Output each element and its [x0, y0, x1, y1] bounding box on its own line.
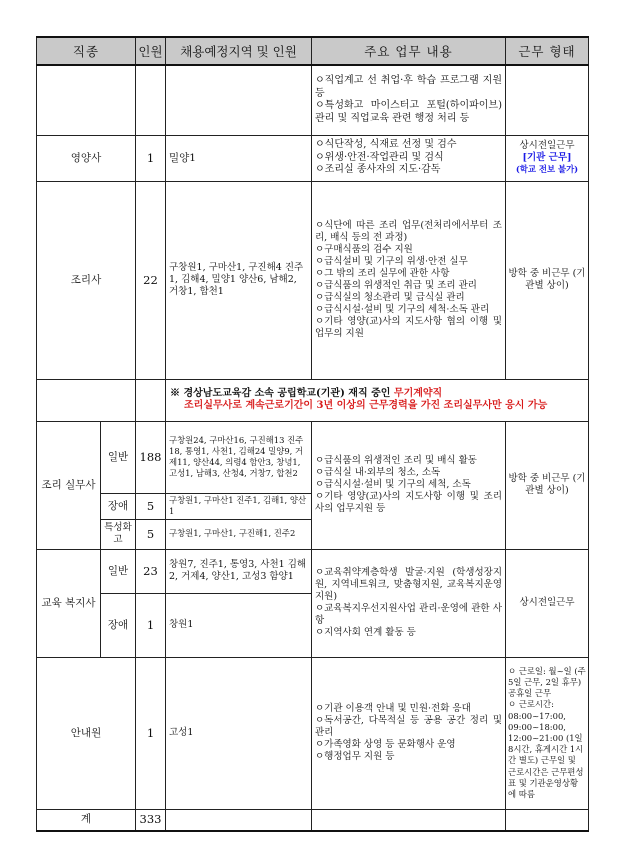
- duties-cell: [312, 657, 506, 809]
- duty-item: ㅇ특성화고 마이스터고 포털(하이파이브)관리 및 직업교육 관련 행정 처리 등: [315, 100, 502, 124]
- recruitment-table-wrapper: [36, 36, 588, 832]
- header-duties: 주요 업무 내용: [312, 37, 506, 65]
- job-name: 교육 복지사: [37, 549, 101, 657]
- duty-item: ㅇ급식실의 청소관리 및 급식실 관리: [315, 292, 465, 303]
- sub-type: 특성화고: [101, 519, 136, 549]
- note-red-2: 조리실무사로 계속근로기간이 3년 이상의 근무경력을 가진 조리실무사만 응시 가능: [184, 400, 548, 411]
- duty-item: ㅇ급식시설·설비 및 기구의 세척·소독 관리: [315, 304, 490, 315]
- work-note-no-transfer: (학교 전보 불가): [515, 164, 579, 175]
- job-name: 영양사: [37, 135, 136, 181]
- region-cell: 고성1: [166, 657, 312, 809]
- headcount: 1: [136, 135, 166, 181]
- duty-item: ㅇ가족영화 상영 등 문화행사 운영: [315, 739, 456, 750]
- work-days: ㅇ 근로일: 월~일 (주5일 근무, 2일 휴무) 공휴일 근무: [508, 665, 586, 699]
- job-name: 조리 실무사: [37, 421, 101, 549]
- work-hours: ㅇ 근로시간: 08:00~17:00, 09:00~18:00, 12:00~21:00 (1일 8시간, 휴게시간 1시간 별도) 근무일 및 근로시간은 근무편성표 및 기관운영상황에 따름: [508, 699, 584, 800]
- work-note-institution: [기관 근무]: [522, 152, 572, 164]
- headcount: 5: [136, 493, 166, 519]
- sub-type: 장애: [101, 593, 136, 657]
- duty-item: ㅇ급식품의 위생적인 취급 및 조리 관리: [315, 280, 477, 291]
- region-cell: 구창원1, 구마산1, 구진해1, 진주2: [166, 519, 312, 549]
- region-cell: 창원7, 진주1, 통영3, 사천1 김해2, 거제4, 양산1, 고성3 함양1: [166, 549, 312, 593]
- region-cell: 구창원24, 구마산16, 구진해13 진주18, 통영1, 사천1, 김해24 밀양9, 거제11, 양산44, 의령4 함안3, 창녕1, 고성1, 남해3, 산청4, 거창7, 합천2: [166, 421, 312, 493]
- duties-cell: [312, 421, 506, 549]
- table-row-continuation: [37, 65, 589, 135]
- sub-type: 장애: [101, 493, 136, 519]
- sub-type: 일반: [101, 421, 136, 493]
- header-region: 채용예정지역 및 인원: [166, 37, 312, 65]
- header-work-type: 근무 형태: [506, 37, 589, 65]
- table-row-cook: [37, 181, 589, 379]
- headcount: 5: [136, 519, 166, 549]
- duty-item: ㅇ식단에 따른 조리 업무(전처리에서부터 조리, 배식 등의 전 과정): [315, 220, 502, 243]
- job-name: 안내원: [37, 657, 136, 809]
- table-row-guide: [37, 657, 589, 809]
- work-type-cell: [506, 657, 589, 809]
- duty-item: ㅇ기관 이용객 안내 및 민원·전화 응대: [315, 703, 471, 714]
- headcount: 22: [136, 181, 166, 379]
- duty-item: ㅇ위생·안전·작업관리 및 검식: [315, 151, 444, 163]
- duty-item: ㅇ구매식품의 검수 지원: [315, 244, 413, 255]
- region-cell: 창원1: [166, 593, 312, 657]
- duties-cell: [312, 181, 506, 379]
- duty-item: ㅇ급식설비 및 기구의 위생·안전 실무: [315, 256, 468, 267]
- region-cell: 밀양1: [166, 135, 312, 181]
- duty-item: ㅇ교육복지우선지원사업 관리·운영에 관한 사항: [315, 603, 502, 626]
- table-row-cook-assistant-general: [37, 421, 589, 493]
- duty-item: ㅇ지역사회 연계 활동 등: [315, 627, 416, 638]
- header-row: [37, 37, 589, 65]
- eligibility-note: [166, 379, 589, 421]
- total-label: 계: [37, 809, 136, 831]
- duty-item: ㅇ기타 영양(교)사의 지도사항 협의 이행 및 업무의 지원: [315, 316, 502, 339]
- work-type: 상시전일근무: [519, 140, 575, 152]
- headcount: 23: [136, 549, 166, 593]
- table-row-total: [37, 809, 589, 831]
- header-job: 직종: [37, 37, 136, 65]
- duty-item: ㅇ조리실 종사자의 지도·감독: [315, 164, 441, 176]
- region-cell: 구창원1, 구마산1, 구진해4 진주1, 김해4, 밀양1 양산6, 남해2, 거창1, 합천1: [166, 181, 312, 379]
- headcount: 1: [136, 593, 166, 657]
- duty-item: ㅇ급식실 내·외부의 청소, 소독: [315, 467, 441, 478]
- work-type-cell: 방학 중 비근무 (기관별 상이): [506, 181, 589, 379]
- table-row-nutritionist: [37, 135, 589, 181]
- header-count: 인원: [136, 37, 166, 65]
- duty-item: ㅇ기타 영양(교)사의 지도사항 이행 및 조리사의 업무지원 등: [315, 491, 502, 514]
- duty-item: ㅇ행정업무 지원 등: [315, 751, 395, 762]
- work-type-cell: 상시전일근무: [506, 549, 589, 657]
- duty-item: ㅇ그 밖의 조리 실무에 관한 사항: [315, 268, 450, 279]
- duties-cell: [312, 135, 506, 181]
- duty-item: ㅇ급식품의 위생적인 조리 및 배식 활동: [315, 455, 477, 466]
- region-cell: 구창원1, 구마산1 진주1, 김해1, 양산1: [166, 493, 312, 519]
- duties-cell: [312, 549, 506, 657]
- work-type-cell: [506, 135, 589, 181]
- note-red-1: 무기계약직: [393, 387, 443, 399]
- sub-type: 일반: [101, 549, 136, 593]
- duty-item: ㅇ식단작성, 식재료 선정 및 검수: [315, 139, 457, 151]
- total-count: 333: [136, 809, 166, 831]
- duty-item: ㅇ독서공간, 다목적실 등 공용 공간 정리 및 관리: [315, 715, 502, 738]
- duty-item: ㅇ교육취약계층학생 발굴·지원 (학생성장지원, 지역네트워크, 맞춤형지원, 교육복지운영지원): [315, 567, 502, 602]
- duty-item: ㅇ직업계고 선 취업·후 학습 프로그램 지원 등: [315, 75, 502, 99]
- recruitment-table: [36, 36, 589, 832]
- job-name: 조리사: [37, 181, 136, 379]
- table-row-welfare-general: [37, 549, 589, 593]
- duties-cell: [312, 65, 506, 135]
- table-row-cook-note: [37, 379, 589, 421]
- work-type-cell: 방학 중 비근무 (기관별 상이): [506, 421, 589, 549]
- headcount: 188: [136, 421, 166, 493]
- note-prefix: ※ 경상남도교육감 소속 공립학교(기관) 재직 중인: [170, 387, 391, 399]
- headcount: 1: [136, 657, 166, 809]
- duty-item: ㅇ급식시설·설비 및 기구의 세척, 소독: [315, 479, 471, 490]
